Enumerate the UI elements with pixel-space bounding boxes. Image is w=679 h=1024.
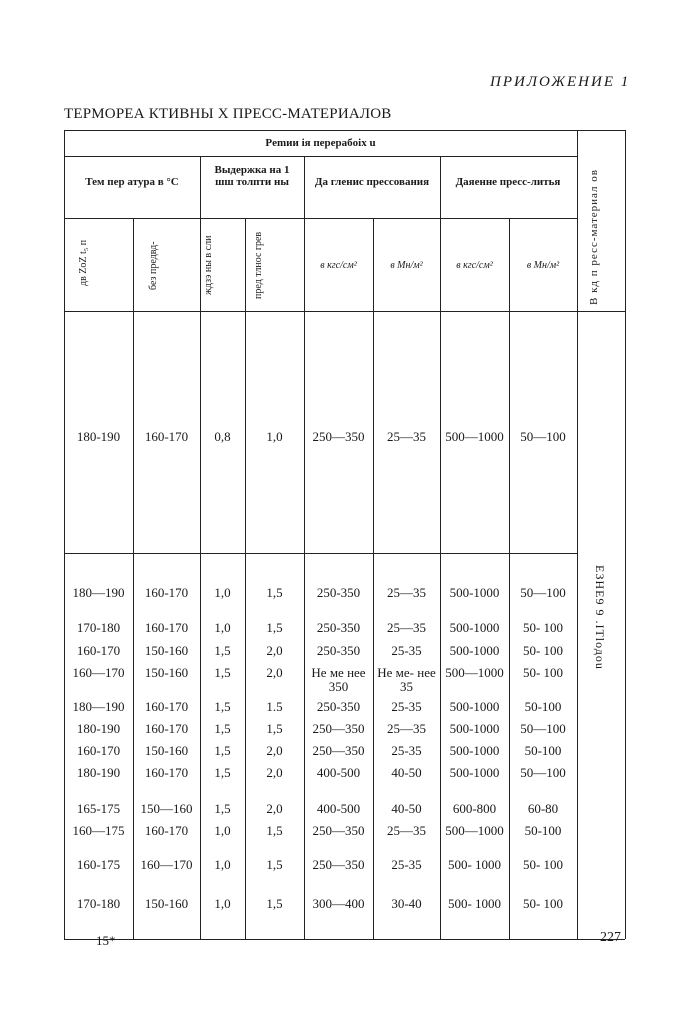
cell-temp-without-preheat: 160-170 — [144, 699, 189, 714]
subheader-press-mn: в Мн/м² — [390, 260, 423, 271]
cell-cast-mn: 60-80 — [527, 801, 559, 816]
cell-temp-with-preheat: 180—190 — [72, 699, 125, 714]
cell-cast-kgs: 500-1000 — [449, 585, 500, 600]
cell-cast-mn: 50-100 — [524, 743, 562, 758]
cell-temp-with-preheat: 165-175 — [76, 801, 121, 816]
cell-cast-kgs: 500-1000 — [449, 620, 500, 635]
cell-cast-kgs: 500-1000 — [449, 643, 500, 658]
cell-temp-without-preheat: 160-170 — [144, 765, 189, 780]
cell-cast-kgs: 500- 1000 — [447, 857, 502, 872]
cell-hold-with-preheat: 1,5 — [266, 620, 283, 635]
subheader-temp-with-preheat: дв ZoZ t₅ п — [78, 239, 89, 287]
page-title: ТЕРМОРЕА КТИВНЫ Х ПРЕСС-МАТЕРИАЛОВ — [64, 106, 392, 122]
cell-cast-mn: 50-100 — [524, 823, 562, 838]
cell-cast-mn: 50- 100 — [522, 896, 564, 911]
cell-press-mn: 25-35 — [391, 643, 422, 658]
cell-press-kgs: 250-350 — [316, 585, 361, 600]
cell-hold-no-preheat: 1,5 — [214, 743, 231, 758]
cell-temp-without-preheat: 160-170 — [144, 823, 189, 838]
cell-temp-with-preheat: 160—175 — [72, 823, 125, 838]
cell-hold-no-preheat: 1,5 — [214, 801, 231, 816]
casting-header: Даяенне пресс-литья — [455, 176, 561, 188]
cell-hold-no-preheat: 1,5 — [214, 699, 231, 714]
cell-press-mn: 40-50 — [391, 801, 422, 816]
cell-press-mn: 25-35 — [391, 699, 422, 714]
cell-press-kgs: 300—400 — [312, 896, 365, 911]
cell-cast-mn: 50-100 — [524, 699, 562, 714]
cell-temp-without-preheat: 160—170 — [140, 857, 193, 872]
cell-temp-without-preheat: 150-160 — [144, 896, 189, 911]
appendix-label: ПРИЛОЖЕНИЕ 1 — [490, 74, 631, 90]
cell-press-mn: 25-35 — [391, 857, 422, 872]
cell-hold-with-preheat: 1.5 — [266, 699, 283, 714]
cell-hold-with-preheat: 2,0 — [266, 765, 283, 780]
cell-press-kgs: 250—350 — [312, 857, 365, 872]
cell-cast-mn: 50- 100 — [522, 643, 564, 658]
cell-hold-with-preheat: 1,5 — [266, 585, 283, 600]
cell-cast-kgs: 500-1000 — [449, 699, 500, 714]
cell-press-kgs: 400-500 — [316, 801, 361, 816]
cell-cast-kgs: 500- 1000 — [447, 896, 502, 911]
cell-hold-no-preheat: 1,0 — [214, 585, 231, 600]
cell-cast-kgs: 600-800 — [452, 801, 497, 816]
cell-hold-no-preheat: 1,5 — [214, 765, 231, 780]
cell-press-mn: 25—35 — [387, 620, 426, 635]
cell-hold-no-preheat: 1,5 — [214, 643, 231, 658]
cell-hold-no-preheat: 1,5 — [214, 721, 231, 736]
group-header: Pemии iя перерабoix u — [265, 137, 376, 149]
cell-hold-with-preheat: 2,0 — [266, 743, 283, 758]
cell-temp-with-preheat: 180-190 — [76, 429, 121, 444]
cell-press-kgs: 250-350 — [316, 699, 361, 714]
cell-press-mn: 40-50 — [391, 765, 422, 780]
cell-press-kgs: 400-500 — [316, 765, 361, 780]
cell-cast-mn: 50—100 — [520, 765, 566, 780]
cell-temp-without-preheat: 150-160 — [144, 643, 189, 658]
cell-cast-kgs: 500—1000 — [445, 429, 504, 444]
cell-press-kgs: 250-350 — [316, 620, 361, 635]
cell-hold-with-preheat: 1,0 — [266, 429, 283, 444]
cell-press-mn: 25—35 — [387, 585, 426, 600]
cell-temp-with-preheat: 160-170 — [76, 743, 121, 758]
cell-cast-mn: 50- 100 — [522, 857, 564, 872]
cell-hold-with-preheat: 2,0 — [266, 665, 283, 680]
cell-temp-with-preheat: 170-180 — [76, 620, 121, 635]
temperature-header: Тем пер атура в °С — [85, 176, 179, 188]
pressing-header: Да гленис прессования — [314, 176, 430, 188]
cell-press-kgs: 250—350 — [312, 823, 365, 838]
page-number-left: 15* — [96, 933, 116, 948]
cell-cast-kgs: 500-1000 — [449, 743, 500, 758]
page-number-right: 227 — [600, 930, 621, 945]
cell-cast-mn: 50—100 — [520, 429, 566, 444]
cell-cast-kgs: 500—1000 — [445, 823, 504, 838]
cell-hold-with-preheat: 1,5 — [266, 857, 283, 872]
cell-temp-without-preheat: 150—160 — [140, 801, 193, 816]
cell-temp-without-preheat: 160-170 — [144, 585, 189, 600]
cell-press-kgs: 250—350 — [312, 721, 365, 736]
cell-hold-no-preheat: 1,0 — [214, 857, 231, 872]
cell-press-mn: 25—35 — [387, 823, 426, 838]
cell-cast-mn: 50- 100 — [522, 665, 564, 680]
cell-hold-with-preheat: 1,5 — [266, 896, 283, 911]
cell-temp-without-preheat: 150-160 — [144, 665, 189, 680]
side-column-text: ЕЗНЕ9 9 .IТlодоu — [593, 565, 607, 670]
cell-temp-without-preheat: 160-170 — [144, 620, 189, 635]
cell-temp-with-preheat: 180-190 — [76, 765, 121, 780]
cell-hold-no-preheat: 0,8 — [214, 429, 231, 444]
cell-hold-no-preheat: 1,0 — [214, 823, 231, 838]
cell-temp-without-preheat: 160-170 — [144, 721, 189, 736]
subheader-press-kgs: в кгс/см² — [320, 260, 357, 271]
subheader-temp-without-preheat: без предвд- — [148, 241, 159, 291]
cell-press-mn: 25-35 — [391, 743, 422, 758]
cell-temp-without-preheat: 150-160 — [144, 743, 189, 758]
cell-hold-with-preheat: 2,0 — [266, 801, 283, 816]
cell-hold-no-preheat: 1,0 — [214, 620, 231, 635]
cell-press-kgs: 250-350 — [316, 643, 361, 658]
subheader-hold-no-preheat: ждзэ ны в сли — [203, 235, 214, 295]
cell-hold-no-preheat: 1,0 — [214, 896, 231, 911]
cell-press-mn: 30-40 — [391, 896, 422, 911]
cell-hold-no-preheat: 1,5 — [214, 665, 231, 680]
cell-press-mn: 25—35 — [387, 721, 426, 736]
cell-cast-kgs: 500—1000 — [445, 665, 504, 680]
cell-cast-mn: 50—100 — [520, 721, 566, 736]
cell-press-kgs: 250—350 — [312, 429, 365, 444]
cell-hold-with-preheat: 1,5 — [266, 823, 283, 838]
cell-press-kgs: Не ме нее 350 — [311, 665, 366, 694]
cell-temp-with-preheat: 180-190 — [76, 721, 121, 736]
subheader-cast-mn: в Мн/м² — [526, 260, 560, 271]
side-column-header: В кд п ресс-материал ов — [588, 169, 600, 305]
cell-cast-kgs: 500-1000 — [449, 765, 500, 780]
subheader-cast-kgs: в кгс/см² — [456, 260, 493, 271]
cell-press-mn: Не ме- нее 35 — [377, 665, 436, 694]
cell-press-kgs: 250—350 — [312, 743, 365, 758]
cell-cast-kgs: 500-1000 — [449, 721, 500, 736]
cell-temp-with-preheat: 160-170 — [76, 643, 121, 658]
subheader-hold-with-preheat: пред тлнос грев — [253, 231, 264, 299]
cell-temp-with-preheat: 160—170 — [72, 665, 125, 680]
cell-press-mn: 25—35 — [387, 429, 426, 444]
cell-cast-mn: 50—100 — [520, 585, 566, 600]
cell-temp-with-preheat: 180—190 — [72, 585, 125, 600]
cell-temp-without-preheat: 160-170 — [144, 429, 189, 444]
cell-temp-with-preheat: 170-180 — [76, 896, 121, 911]
cell-temp-with-preheat: 160-175 — [76, 857, 121, 872]
cell-cast-mn: 50- 100 — [522, 620, 564, 635]
cell-hold-with-preheat: 2,0 — [266, 643, 283, 658]
hold-header: Выдержка на 1 шш толпти ны — [214, 164, 290, 188]
cell-hold-with-preheat: 1,5 — [266, 721, 283, 736]
